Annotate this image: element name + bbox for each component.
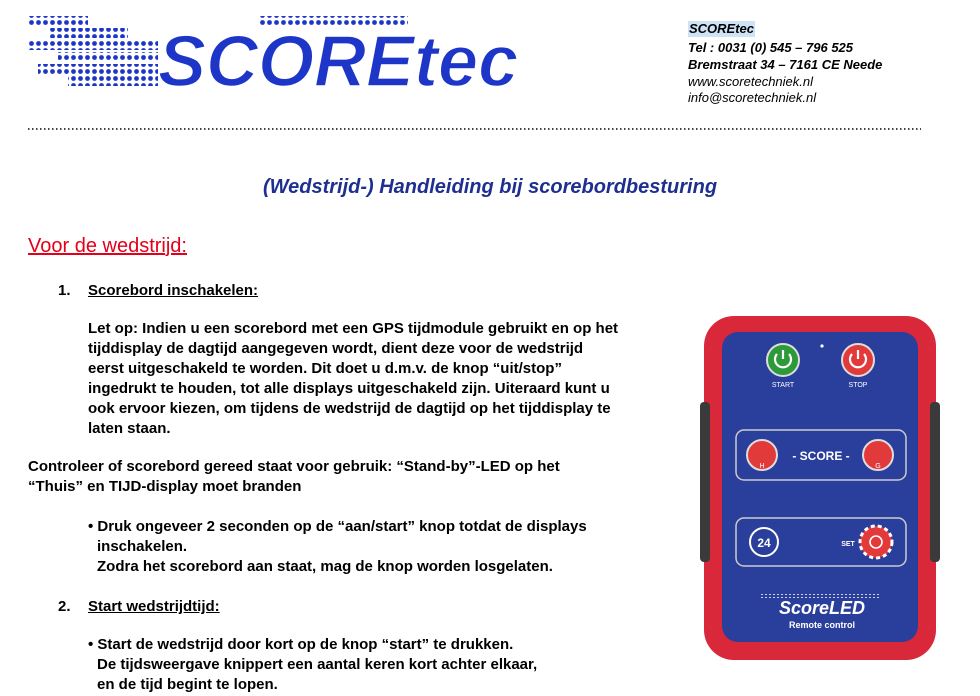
header-divider: [28, 126, 921, 132]
company-website[interactable]: www.scoretechniek.nl: [688, 74, 813, 89]
logo-text: SCOREtec: [158, 22, 519, 102]
step1-line: laten staan.: [88, 420, 171, 437]
guest-label: G: [875, 463, 881, 470]
remote-grip-right: [930, 402, 940, 562]
bullet-line: inschakelen.: [97, 538, 188, 555]
set-label: SET: [841, 541, 855, 548]
bullet-line: • Start de wedstrijd door kort op de knop “start” te drukken.: [88, 636, 514, 653]
bullet-line: • Druk ongeveer 2 seconden op de “aan/start” knop totdat de displays: [88, 518, 587, 535]
remote-grip-left: [700, 402, 710, 562]
document-title: (Wedstrijd-) Handleiding bij scorebordbesturing: [262, 176, 718, 198]
bullet-start-time: [88, 635, 668, 695]
bullet-line: De tijdsweergave knippert een aantal keren kort achter elkaar,: [97, 656, 538, 673]
company-email[interactable]: info@scoretechniek.nl: [688, 90, 817, 105]
stop-label: STOP: [848, 382, 868, 389]
brand-logo: ScoreLED: [778, 598, 866, 618]
step1-line: Let op: Indien u een scorebord met een GPS tijdmodule gebruikt en op het: [88, 320, 619, 337]
step2-title: Start wedstrijdtijd:: [88, 598, 220, 615]
scoretec-logo: [28, 12, 519, 102]
brand-subtitle: Remote control: [788, 620, 856, 630]
step1-line: ook ervoor kiezen, om tijdens de wedstrijd de dagtijd op het tijddisplay te: [88, 400, 611, 417]
step1-number: 1.: [58, 282, 71, 299]
bullet-power-on: [88, 517, 668, 577]
set-gear-icon: [860, 526, 892, 558]
company-phone: Tel : 0031 (0) 545 – 796 525: [688, 40, 854, 55]
step2-number: 2.: [58, 598, 71, 615]
timer-label: 24: [757, 536, 771, 550]
check-line: “Thuis” en TIJD-display moet branden: [28, 478, 302, 495]
score-label: - SCORE -: [792, 449, 850, 463]
company-name: SCOREtec: [689, 21, 755, 36]
home-label: H: [759, 463, 765, 470]
step1-line: eerst uitgeschakeld te worden. Dit doet u d.m.v. de knop “uit/stop”: [88, 360, 562, 377]
stop-button: [842, 344, 874, 376]
check-instructions: [28, 457, 658, 497]
section-heading: Voor de wedstrijd:: [28, 235, 187, 257]
step1-body: [88, 319, 688, 439]
start-label: START: [771, 382, 795, 389]
bullet-line: Zodra het scorebord aan staat, mag de knop worden losgelaten.: [97, 558, 553, 575]
step1-line: ingedrukt te houden, tot alle displays uitgeschakeld zijn. Uiteraard kunt u: [88, 380, 610, 397]
step1-line: tijddisplay de dagtijd aangegeven wordt, dient deze voor de wedstrijd: [88, 340, 584, 357]
remote-control-image: [700, 312, 940, 664]
company-address: Bremstraat 34 – 7161 CE Neede: [688, 57, 883, 72]
status-led: [820, 344, 823, 347]
step1-title: Scorebord inschakelen:: [88, 282, 259, 299]
start-button: [767, 344, 799, 376]
check-line: Controleer of scorebord gereed staat voor gebruik: “Stand-by”-LED op het: [28, 458, 560, 475]
bullet-line: en de tijd begint te lopen.: [97, 676, 278, 693]
